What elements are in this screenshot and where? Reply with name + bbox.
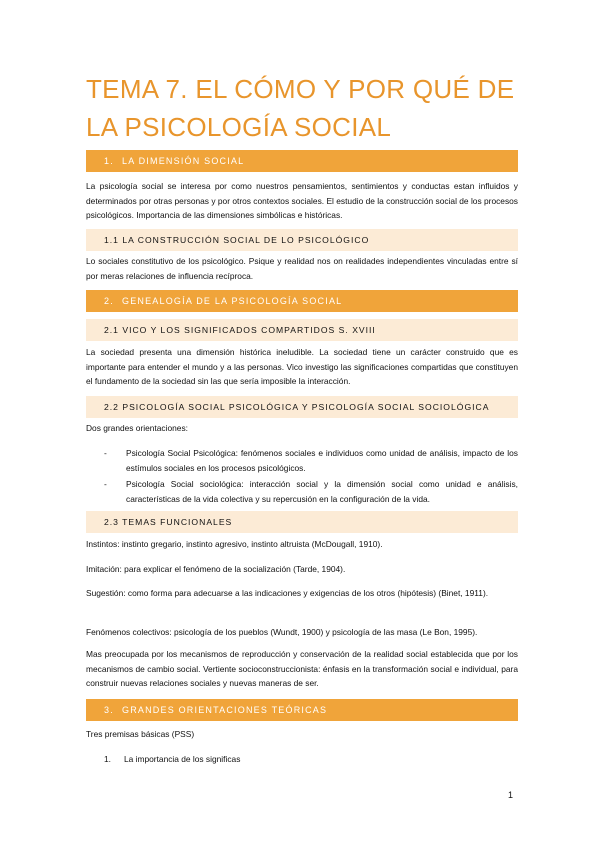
section-number: 2. — [104, 296, 114, 306]
paragraph: Imitación: para explicar el fenómeno de la socialización (Tarde, 1904). — [86, 564, 346, 574]
section-heading-1 — [86, 150, 518, 172]
subsection-heading-1-1 — [86, 229, 518, 251]
list-item — [86, 446, 518, 475]
item-text: La importancia de los significas — [124, 754, 241, 764]
paragraph: La sociedad presenta una dimensión histórica ineludible. La sociedad tiene un carácter construido que es importante para entender el mundo y a las personas. Vico investigo las significaciones compartidas que constituyen el fundamento de la sociedad sin las que sería imposible la interacción. — [86, 347, 518, 387]
paragraph: La psicología social se interesa por como nuestros pensamientos, sentimientos y conductas estan influidos y determinados por otras personas y por otros contextos sociales. El estudio de la construcción social de los procesos psicológicos. Importancia de las dimensiones simbólicas e históricas. — [86, 181, 518, 221]
subsection-label: 1.1 LA CONSTRUCCIÓN SOCIAL DE LO PSICOLÓGICO — [104, 235, 370, 245]
bullet-dash: - — [104, 448, 107, 458]
paragraph: Fenómenos colectivos: psicología de los pueblos (Wundt, 1900) y psicología de las masa (Le Bon, 1995). — [86, 627, 478, 637]
section-number: 3. — [104, 705, 114, 715]
subsection-heading-2-2 — [86, 396, 518, 418]
page-number: 1 — [508, 790, 514, 800]
section-label: GRANDES ORIENTACIONES TEÓRICAS — [122, 705, 328, 715]
subsection-label: 2.3 TEMAS FUNCIONALES — [104, 517, 233, 527]
subsection-label: 2.2 PSICOLOGÍA SOCIAL PSICOLÓGICA Y PSICOLOGÍA SOCIAL SOCIOLÓGICA — [104, 402, 490, 412]
section-heading-2 — [86, 290, 518, 312]
subsection-label: 2.1 VICO Y LOS SIGNIFICADOS COMPARTIDOS S. XVIII — [104, 325, 376, 335]
section-label: LA DIMENSIÓN SOCIAL — [122, 156, 245, 166]
paragraph: Sugestión: como forma para adecuarse a las indicaciones y exigencias de los otros (hipótesis) (Binet, 1911). — [86, 588, 489, 598]
paragraph: Instintos: instinto gregario, instinto agresivo, instinto altruista (McDougall, 1910). — [86, 539, 383, 549]
subsection-heading-2-3 — [86, 511, 518, 533]
numbered-item — [104, 754, 240, 764]
list-item-text: Psicología Social sociológica: interacción social y la dimensión social como unidad e análisis, características de la vida colectiva y su repercusión en la configuración de la vida. — [126, 479, 518, 504]
bullet-dash: - — [104, 479, 107, 490]
paragraph: Dos grandes orientaciones: — [86, 423, 188, 433]
subsection-heading-2-1 — [86, 319, 518, 341]
section-label: GENEALOGÍA DE LA PSICOLOGÍA SOCIAL — [122, 296, 343, 306]
list-item-text: Psicología Social Psicológica: fenómenos sociales e individuos como unidad de análisis, impacto de los estímulos sociales en los procesos psicológicos. — [126, 448, 518, 473]
section-heading-3 — [86, 699, 518, 721]
item-number: 1. — [104, 754, 111, 764]
paragraph: Mas preocupada por los mecanismos de reproducción y conservación de la realidad social establecida que por los mecanismos de cambio social. Vertiente socioconstruccionista: énfasis en la transformación social e individual, para construir nuevas relaciones sociales y nuevas maneras de ser. — [86, 649, 518, 689]
document-title: TEMA 7. EL CÓMO Y POR QUÉ DE LA PSICOLOGÍA SOCIAL — [86, 74, 515, 142]
list-item — [86, 477, 518, 506]
paragraph: Lo sociales constitutivo de los psicológico. Psique y realidad nos on realidades independientes vinculadas entre sí por meras relaciones de influencia recíproca. — [86, 256, 518, 281]
section-number: 1. — [104, 156, 114, 166]
bullet-list — [86, 446, 518, 508]
paragraph: Tres premisas básicas (PSS) — [86, 729, 195, 739]
